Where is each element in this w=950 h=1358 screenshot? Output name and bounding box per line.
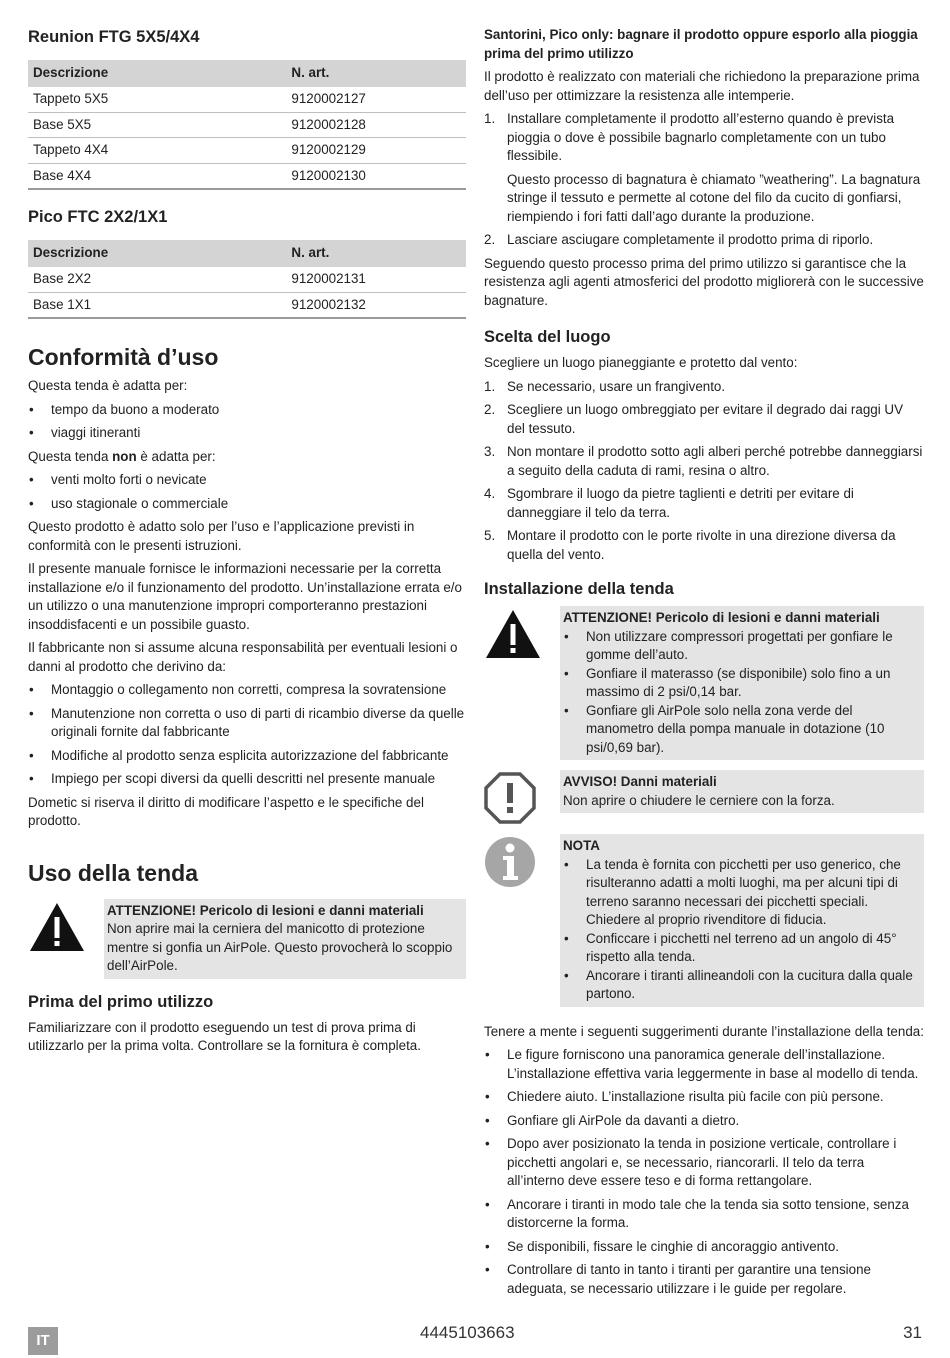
table-cell: Tappeto 5X5: [28, 87, 286, 112]
document-number: 4445103663: [420, 1323, 515, 1342]
pico-heading: Pico FTC 2X2/1X1: [28, 208, 168, 226]
language-tag: IT: [28, 1327, 58, 1355]
list-item: [484, 378, 924, 397]
table-cell: Tappeto 4X4: [28, 138, 286, 164]
step-number: 2.: [484, 402, 496, 417]
info-title: NOTA: [563, 838, 600, 853]
info-box-container: [484, 834, 924, 1007]
list-item: • Se disponibili, fissare le cinghie di ancoraggio antivento.: [484, 1238, 924, 1257]
santorini-heading: Santorini, Pico only: bagnare il prodotto oppure esporlo alla pioggia prima del primo utilizzo: [484, 27, 918, 61]
paragraph: Dometic si riserva il diritto di modificare l’aspetto e le specifiche del prodotto.: [28, 794, 424, 828]
paragraph: Tenere a mente i seguenti suggerimenti durante l’installazione della tenda:: [484, 1023, 924, 1039]
list-item: • Gonfiare il materasso (se disponibile) solo fino a un massimo di 2 psi/0,14 bar.: [563, 665, 921, 702]
info-list: [563, 856, 921, 1004]
notice-title: AVVISO! Danni materiali: [563, 774, 717, 789]
left-column: [28, 26, 466, 1061]
table-cell: 9120002130: [286, 163, 466, 189]
table-row: [28, 138, 466, 164]
list-item: • Dopo aver posizionato la tenda in posizione verticale, controllare i picchetti angolari e, se necessario, riancorarli. Il telo da terra all’interno deve essere teso e di forma rettangolare.: [484, 1135, 924, 1191]
conformita-heading: Conformità d’uso: [28, 344, 219, 370]
text-span: Questa tenda: [28, 448, 113, 464]
list-item: • La tenda è fornita con picchetti per uso generico, che risulteranno adatti a molti luoghi, ma per alcuni tipi di terreno saranno necessari dei picchetti speciali. Chiedere al proprio rivenditore di fiducia.: [563, 856, 921, 930]
paragraph: Il fabbricante non si assume alcuna responsabilità per eventuali lesioni o danni al prodotto che derivino da:: [28, 640, 458, 674]
tips-list: [484, 1046, 924, 1298]
warning-box: [560, 606, 924, 760]
info-icon: [484, 834, 560, 888]
step-number: 1.: [484, 111, 496, 126]
uso-heading: Uso della tenda: [28, 859, 198, 886]
paragraph: Questa tenda è adatta per:: [28, 378, 188, 393]
table-header-row: [28, 240, 466, 267]
warning-notice: [484, 606, 924, 760]
prima-heading: Prima del primo utilizzo: [28, 992, 214, 1011]
list-item: • tempo da buono a moderato: [28, 401, 466, 420]
column-header: Descrizione: [28, 240, 286, 267]
list-item: • viaggi itineranti: [28, 424, 466, 443]
notice-octagon-icon: [484, 770, 560, 824]
paragraph: Scegliere un luogo pianeggiante e protetto dal vento:: [484, 355, 798, 370]
table-cell: Base 2X2: [28, 267, 286, 292]
step-number: 2.: [484, 232, 496, 247]
info-box: [560, 834, 924, 1007]
step-text: Non montare il prodotto sotto agli alberi perché potrebbe danneggiarsi a seguito della caduta di rami, resina o altro.: [507, 444, 923, 478]
column-header: N. art.: [286, 240, 466, 267]
step-number: 5.: [484, 528, 496, 543]
step-extra-text: Questo processo di bagnatura è chiamato ”weathering”. La bagnatura stringe il tessuto e permette al cotone del filo da cucito di gonfiarsi, riempiendo i fori fatti dall’ago durante la produzione.: [507, 171, 921, 224]
list-item: • Ancorare i tiranti allineandoli con la cucitura dalla quale partono.: [563, 967, 921, 1004]
list-item: [484, 527, 924, 564]
paragraph: Familiarizzare con il prodotto eseguendo un test di prova prima di utilizzarlo per la prima volta. Controllare se la fornitura è completa.: [28, 1019, 421, 1053]
table-row: [28, 267, 466, 292]
list-item: • Controllare di tanto in tanto i tiranti per garantire una tensione adeguata, se necessario utilizzare i le guide per regolare.: [484, 1261, 924, 1298]
step-number: 3.: [484, 444, 496, 459]
table-row: [28, 87, 466, 112]
warning-icon: [28, 899, 104, 953]
weathering-steps: [484, 110, 924, 250]
unsuitable-list: [28, 471, 466, 513]
step-text: Scegliere un luogo ombreggiato per evitare il degrado dai raggi UV del tessuto.: [507, 402, 904, 436]
scelta-heading: Scelta del luogo: [484, 328, 611, 346]
warning-notice: [28, 899, 466, 979]
table-cell: 9120002129: [286, 138, 466, 164]
notice-text: Non aprire o chiudere le cerniere con la forza.: [563, 792, 835, 808]
table-cell: Base 4X4: [28, 163, 286, 189]
location-steps: [484, 378, 924, 565]
column-header: Descrizione: [28, 60, 286, 87]
step-text: Montare il prodotto con le porte rivolte in una direzione diversa da quella del vento.: [507, 528, 896, 562]
table-header-row: [28, 60, 466, 87]
list-item: [484, 231, 924, 250]
table-cell: 9120002131: [286, 267, 466, 292]
list-item: • uso stagionale o commerciale: [28, 495, 466, 514]
warning-icon: [484, 606, 560, 660]
list-item: • Ancorare i tiranti in modo tale che la tenda sia sotto tensione, senza distorcerne la forma.: [484, 1196, 924, 1233]
table-cell: Base 1X1: [28, 292, 286, 318]
list-item: • venti molto forti o nevicate: [28, 471, 466, 490]
list-item: • Chiedere aiuto. L’installazione risulta più facile con più persone.: [484, 1088, 924, 1107]
list-item: [484, 110, 924, 226]
list-item: • Montaggio o collegamento non corretti, compresa la sovratensione: [28, 681, 466, 700]
reunion-heading: Reunion FTG 5X5/4X4: [28, 28, 200, 46]
paragraph: Questo prodotto è adatto solo per l’uso e l’applicazione previsti in conformità con le presenti istruzioni.: [28, 519, 415, 553]
table-row: [28, 112, 466, 138]
notice-box: [560, 770, 924, 813]
table-cell: 9120002127: [286, 87, 466, 112]
warning-text: Non aprire mai la cerniera del manicotto di protezione mentre si gonfia un AirPole. Questo provocherà lo scoppio dell’AirPole.: [107, 921, 453, 973]
warning-list: [563, 628, 921, 758]
list-item: [484, 443, 924, 480]
list-item: • Gonfiare gli AirPole solo nella zona verde del manometro della pompa manuale in dotazione (10 psi/0,69 bar).: [563, 702, 921, 758]
list-item: [484, 401, 924, 438]
table-cell: Base 5X5: [28, 112, 286, 138]
step-text: Lasciare asciugare completamente il prodotto prima di riporlo.: [507, 232, 874, 247]
paragraph: Seguendo questo processo prima del primo utilizzo si garantisce che la resistenza agli agenti atmosferici del prodotto migliorerà con le successive bagnature.: [484, 255, 924, 308]
page-number: 31: [903, 1323, 922, 1342]
list-item: • Le figure forniscono una panoramica generale dell’installazione. L’installazione effettiva varia leggermente in base al modello di tenda.: [484, 1046, 924, 1083]
text-span: è adatta per:: [136, 448, 216, 464]
table-row: [28, 292, 466, 318]
list-item: • Impiego per scopi diversi da quelli descritti nel presente manuale: [28, 770, 466, 789]
warning-box: [104, 899, 466, 979]
right-column: [484, 26, 924, 1303]
step-number: 1.: [484, 378, 496, 394]
table-cell: 9120002132: [286, 292, 466, 318]
list-item: • Non utilizzare compressori progettati per gonfiare le gomme dell’auto.: [563, 628, 921, 665]
step-number: 4.: [484, 486, 496, 501]
pico-table: [28, 240, 466, 319]
table-row: [28, 163, 466, 189]
installazione-heading: Installazione della tenda: [484, 580, 674, 598]
list-item: • Manutenzione non corretta o uso di parti di ricambio diverse da quelle originali fornite dal fabbricante: [28, 705, 466, 742]
warning-title: ATTENZIONE! Pericolo di lesioni e danni materiali: [107, 902, 424, 918]
step-text: Installare completamente il prodotto all’esterno quando è prevista pioggia o dove è possibile bagnarlo completamente con un tubo flessibile.: [507, 111, 895, 163]
emphasis-non: non: [112, 448, 137, 464]
paragraph-not-suitable: [28, 448, 466, 467]
column-header: N. art.: [286, 60, 466, 87]
step-text: Se necessario, usare un frangivento.: [507, 378, 726, 394]
list-item: • Modifiche al prodotto senza esplicita autorizzazione del fabbricante: [28, 747, 466, 766]
list-item: • Gonfiare gli AirPole da davanti a dietro.: [484, 1112, 924, 1131]
step-text: Sgombrare il luogo da pietre taglienti e detriti per evitare di danneggiare il telo da terra.: [507, 486, 854, 520]
notice-box-container: [484, 770, 924, 824]
suitable-list: [28, 401, 466, 443]
list-item: • Conficcare i picchetti nel terreno ad un angolo di 45° rispetto alla tenda.: [563, 930, 921, 967]
warning-title: ATTENZIONE! Pericolo di lesioni e danni materiali: [563, 610, 880, 625]
table-cell: 9120002128: [286, 112, 466, 138]
paragraph: Il prodotto è realizzato con materiali che richiedono la preparazione prima dell’uso per ottimizzare la resistenza alle intemperie.: [484, 69, 920, 103]
list-item: [484, 485, 924, 522]
reunion-table: [28, 60, 466, 190]
liability-list: [28, 681, 466, 789]
paragraph: Il presente manuale fornisce le informazioni necessarie per la corretta installazione e/o il funzionamento del prodotto. Un’installazione errata e/o un utilizzo o una manutenzione impropri comporteranno prestazioni insoddisfacenti e un possibile guasto.: [28, 561, 462, 632]
